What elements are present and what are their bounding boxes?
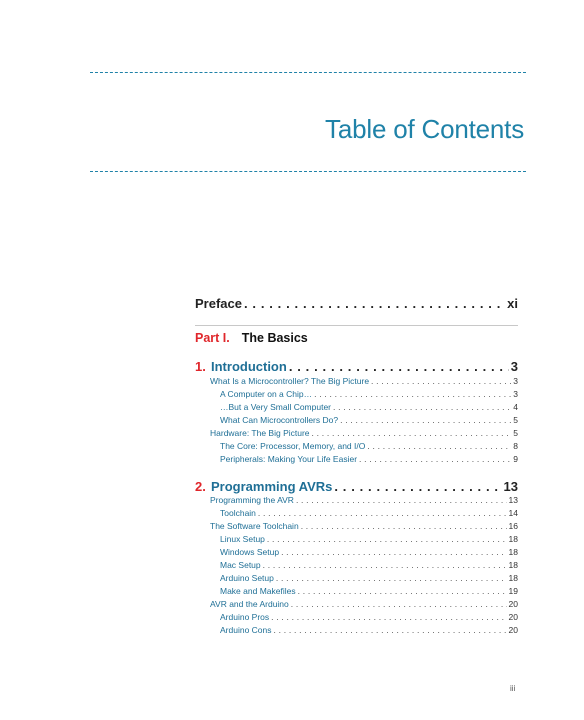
toc-section[interactable] bbox=[210, 428, 518, 438]
toc-subsection[interactable] bbox=[220, 612, 518, 622]
dot-leader bbox=[359, 454, 511, 464]
toc-subsection[interactable] bbox=[220, 441, 518, 451]
chapter-title: Introduction bbox=[211, 359, 287, 374]
section-page: 18 bbox=[508, 573, 518, 583]
section-page: 16 bbox=[508, 521, 518, 531]
section-page: 18 bbox=[508, 547, 518, 557]
section-title: The Core: Processor, Memory, and I/O bbox=[220, 441, 366, 451]
section-page: 20 bbox=[508, 625, 518, 635]
dot-leader bbox=[301, 521, 507, 531]
chapter-title: Programming AVRs bbox=[211, 479, 333, 494]
section-title: …But a Very Small Computer bbox=[220, 402, 332, 412]
toc-subsection[interactable] bbox=[220, 402, 518, 412]
section-title: What Can Microcontrollers Do? bbox=[220, 415, 339, 425]
toc-entry-title: Preface bbox=[195, 296, 242, 311]
section-title: What Is a Microcontroller? The Big Picture bbox=[210, 376, 370, 386]
top-dashed-rule bbox=[90, 72, 526, 73]
toc-subsection[interactable] bbox=[220, 547, 518, 557]
toc-section[interactable] bbox=[210, 521, 518, 531]
dot-leader bbox=[291, 599, 507, 609]
dot-leader bbox=[371, 376, 511, 386]
dot-leader bbox=[258, 508, 507, 518]
chapter-page: 3 bbox=[510, 359, 518, 374]
part-divider bbox=[195, 325, 518, 326]
section-page: 13 bbox=[508, 495, 518, 505]
section-title: Linux Setup bbox=[220, 534, 265, 544]
section-title: AVR and the Arduino bbox=[210, 599, 289, 609]
section-page: 3 bbox=[513, 389, 518, 399]
chapter-number: 1. bbox=[195, 359, 206, 374]
toc-section[interactable] bbox=[210, 495, 518, 505]
part-title: The Basics bbox=[241, 331, 308, 345]
dot-leader bbox=[298, 586, 507, 596]
toc-entry-preface[interactable] bbox=[195, 296, 518, 311]
dot-leader bbox=[274, 625, 507, 635]
toc-subsection[interactable] bbox=[220, 389, 518, 399]
dot-leader bbox=[271, 612, 506, 622]
dot-leader bbox=[340, 415, 511, 425]
section-title: Mac Setup bbox=[220, 560, 261, 570]
toc-section[interactable] bbox=[210, 599, 518, 609]
section-page: 20 bbox=[508, 612, 518, 622]
toc-subsection[interactable] bbox=[220, 573, 518, 583]
section-title: Windows Setup bbox=[220, 547, 280, 557]
section-title: Arduino Pros bbox=[220, 612, 270, 622]
chapter-page: 13 bbox=[503, 479, 518, 494]
section-page: 5 bbox=[513, 428, 518, 438]
dot-leader bbox=[367, 441, 511, 451]
toc-subsection[interactable] bbox=[220, 586, 518, 596]
part-number: Part I. bbox=[195, 331, 230, 345]
dot-leader bbox=[289, 359, 509, 374]
section-page: 18 bbox=[508, 560, 518, 570]
section-page: 4 bbox=[513, 402, 518, 412]
dot-leader bbox=[312, 428, 512, 438]
toc-subsection[interactable] bbox=[220, 454, 518, 464]
section-page: 3 bbox=[513, 376, 518, 386]
toc-subsection[interactable] bbox=[220, 508, 518, 518]
section-title: Peripherals: Making Your Life Easier bbox=[220, 454, 358, 464]
section-page: 19 bbox=[508, 586, 518, 596]
section-title: Arduino Setup bbox=[220, 573, 274, 583]
dot-leader bbox=[333, 402, 511, 412]
dot-leader bbox=[314, 389, 511, 399]
dot-leader bbox=[296, 495, 507, 505]
toc-subsection[interactable] bbox=[220, 560, 518, 570]
section-page: 18 bbox=[508, 534, 518, 544]
part-heading bbox=[195, 331, 308, 345]
section-page: 14 bbox=[508, 508, 518, 518]
toc-chapter-programming-avrs[interactable] bbox=[195, 479, 518, 494]
section-title: A Computer on a Chip… bbox=[220, 389, 313, 399]
section-page: 9 bbox=[513, 454, 518, 464]
section-title: The Software Toolchain bbox=[210, 521, 299, 531]
toc-subsection[interactable] bbox=[220, 534, 518, 544]
section-title: Toolchain bbox=[220, 508, 256, 518]
section-page: 5 bbox=[513, 415, 518, 425]
toc-entry-page: xi bbox=[507, 296, 518, 311]
bottom-dashed-rule bbox=[90, 171, 526, 172]
toc-chapter-introduction[interactable] bbox=[195, 359, 518, 374]
section-title: Programming the AVR bbox=[210, 495, 294, 505]
toc-subsection[interactable] bbox=[220, 415, 518, 425]
section-title: Hardware: The Big Picture bbox=[210, 428, 310, 438]
dot-leader bbox=[267, 534, 507, 544]
dot-leader bbox=[276, 573, 507, 583]
dot-leader bbox=[263, 560, 507, 570]
section-title: Make and Makefiles bbox=[220, 586, 296, 596]
chapter-number: 2. bbox=[195, 479, 206, 494]
toc-subsection[interactable] bbox=[220, 625, 518, 635]
toc-section[interactable] bbox=[210, 376, 518, 386]
section-page: 20 bbox=[508, 599, 518, 609]
section-title: Arduino Cons bbox=[220, 625, 272, 635]
section-page: 8 bbox=[513, 441, 518, 451]
page-title: Table of Contents bbox=[325, 114, 524, 144]
dot-leader bbox=[334, 479, 501, 494]
page-number: iii bbox=[510, 684, 516, 693]
dot-leader bbox=[244, 296, 505, 311]
dot-leader bbox=[281, 547, 506, 557]
